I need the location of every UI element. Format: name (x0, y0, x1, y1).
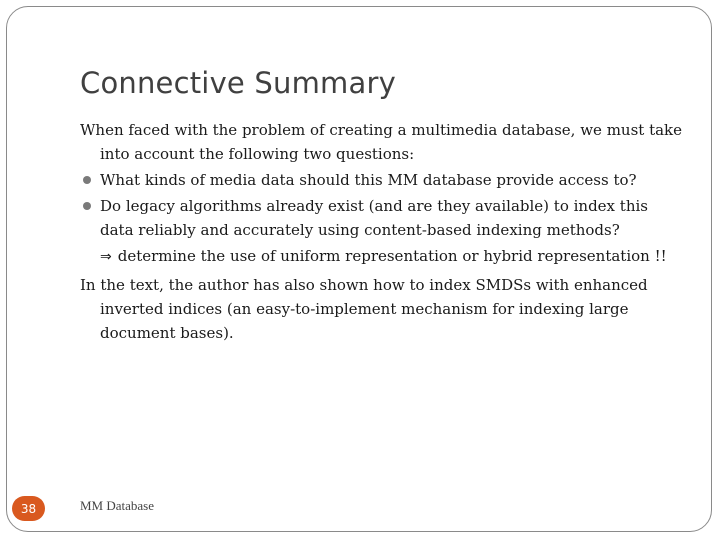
bullet-text-1: What kinds of media data should this MM database provide access to? (100, 171, 637, 189)
bullet-dot-icon (83, 176, 91, 184)
intro-paragraph: When faced with the problem of creating a multimedia database, we must take into account the following two questions: (80, 121, 683, 163)
bullet-item-1 (80, 168, 685, 192)
footer-text: MM Database (80, 498, 155, 513)
implication-line (80, 244, 685, 269)
bullet-text-2: Do legacy algorithms already exist (and are they available) to index this data reliably and accurately using content-based indexing methods? (100, 197, 648, 239)
bullet-dot-icon (83, 202, 91, 210)
slide-title: Connective Summary (80, 66, 396, 100)
bullet-item-2 (80, 194, 685, 242)
page-number-badge: 38 (12, 496, 45, 521)
closing-paragraph: In the text, the author has also shown how to index SMDSs with enhanced inverted indices (an easy-to-implement mechanism for indexing large document bases). (80, 276, 648, 342)
implies-arrow-icon: ⇒ (100, 249, 112, 265)
slide-body (80, 118, 685, 345)
implication-text: determine the use of uniform representation or hybrid representation !! (117, 247, 667, 265)
